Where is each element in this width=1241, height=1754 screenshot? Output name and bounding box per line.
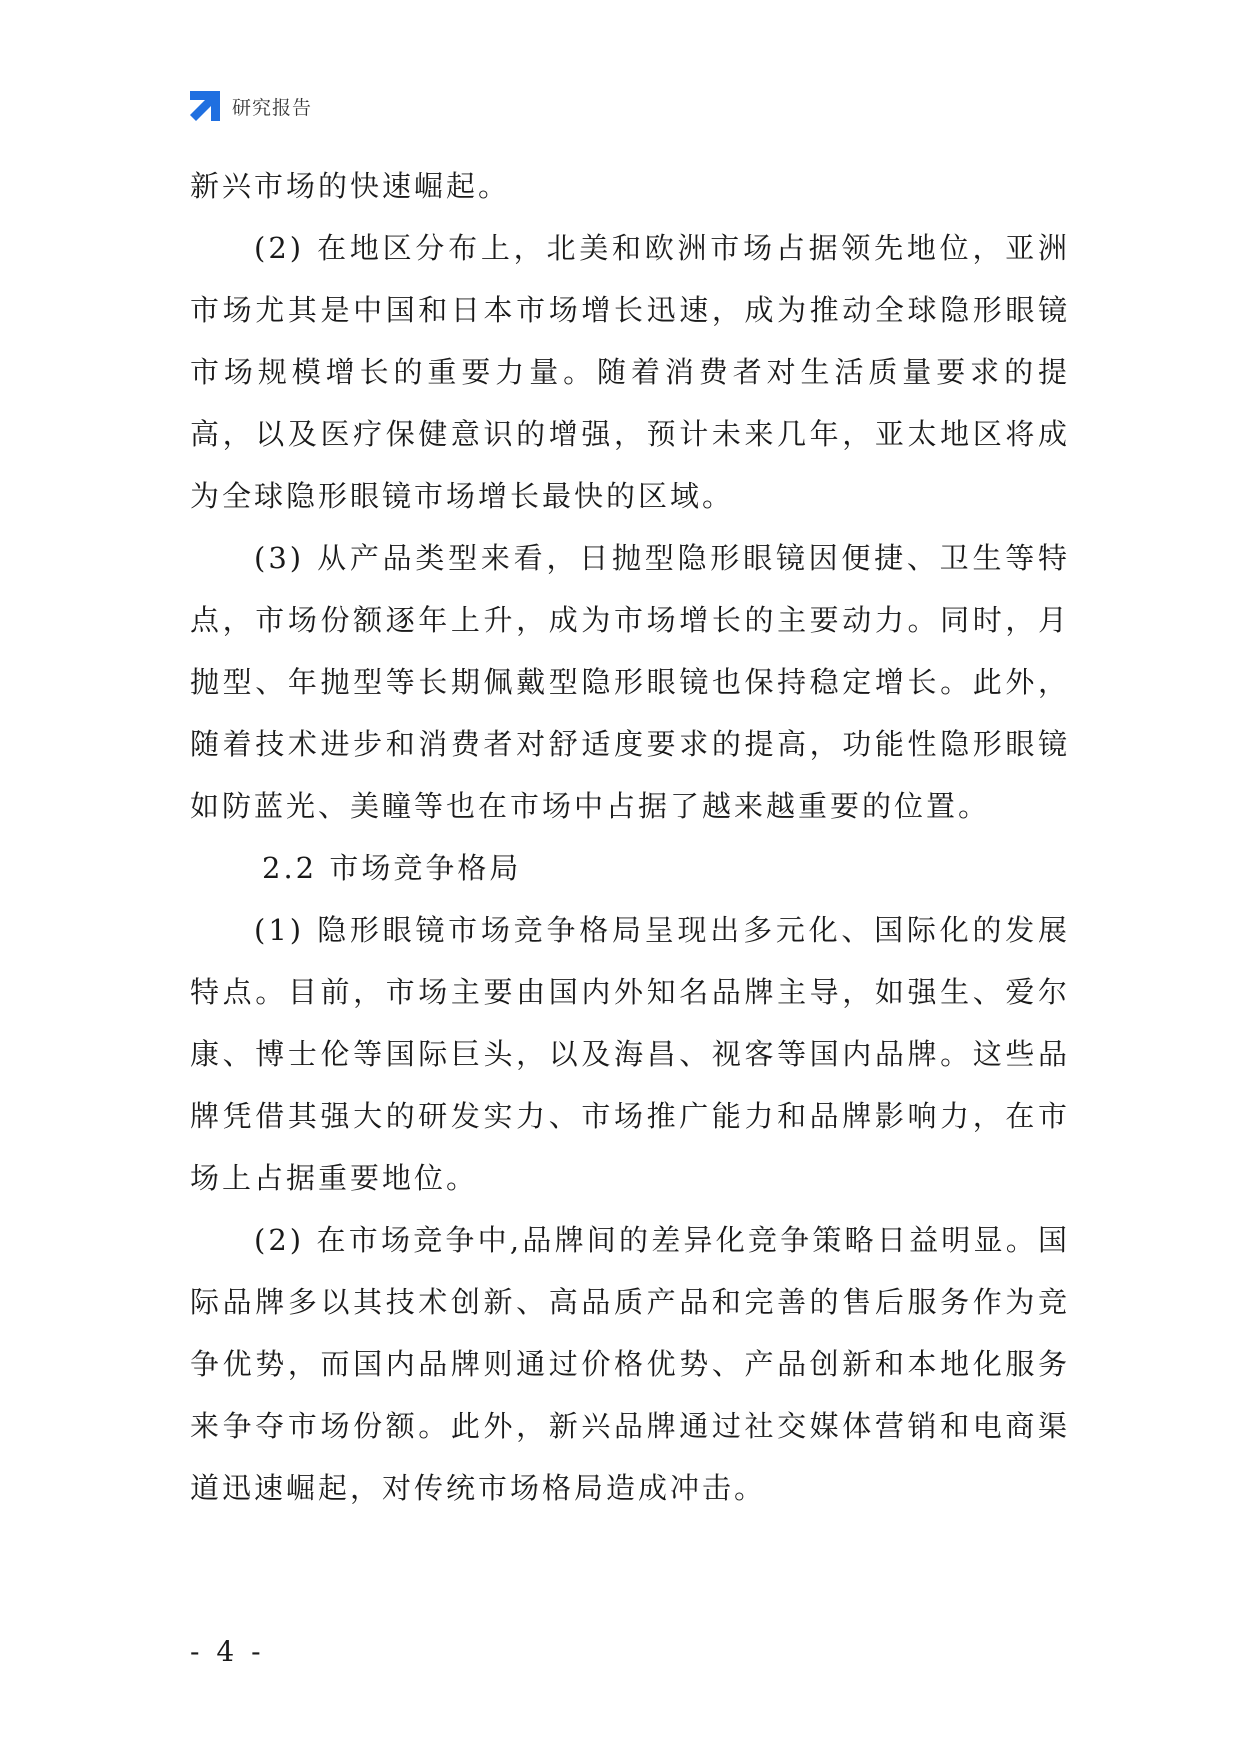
paragraph-regional-distribution: (2) 在地区分布上，北美和欧洲市场占据领先地位，亚洲市场尤其是中国和日本市场增长迅速，成为推动全球隐形眼镜市场规模增长的重要力量。随着消费者对生活质量要求的提高，以及医疗保健意识的增强，预计未来几年，亚太地区将成为全球隐形眼镜市场增长最快的区域。	[190, 231, 1070, 513]
paragraph-product-types: (3) 从产品类型来看，日抛型隐形眼镜因便捷、卫生等特点，市场份额逐年上升，成为市场增长的主要动力。同时，月抛型、年抛型等长期佩戴型隐形眼镜也保持稳定增长。此外，随着技术进步和消费者对舒适度要求的提高，功能性隐形眼镜如防蓝光、美瞳等也在市场中占据了越来越重要的位置。	[190, 541, 1070, 823]
page-header	[188, 88, 312, 124]
paragraph-differentiation-strategy: (2) 在市场竞争中,品牌间的差异化竞争策略日益明显。国际品牌多以其技术创新、高品质产品和完善的售后服务作为竞争优势，而国内品牌则通过价格优势、产品创新和本地化服务来争夺市场份额。此外，新兴品牌通过社交媒体营销和电商渠道迅速崛起，对传统市场格局造成冲击。	[190, 1223, 1070, 1505]
paragraph-competition-landscape: (1) 隐形眼镜市场竞争格局呈现出多元化、国际化的发展特点。目前，市场主要由国内外知名品牌主导，如强生、爱尔康、博士伦等国际巨头，以及海昌、视客等国内品牌。这些品牌凭借其强大的研发实力、市场推广能力和品牌影响力，在市场上占据重要地位。	[190, 913, 1070, 1195]
page-number: - 4 -	[190, 1635, 265, 1668]
section-heading-market-competition: 2.2 市场竞争格局	[262, 851, 522, 885]
arrow-up-right-icon	[188, 89, 222, 123]
report-title: 研究报告	[232, 96, 313, 119]
paragraph-continuation: 新兴市场的快速崛起。	[190, 169, 511, 203]
document-body	[190, 155, 1070, 1519]
